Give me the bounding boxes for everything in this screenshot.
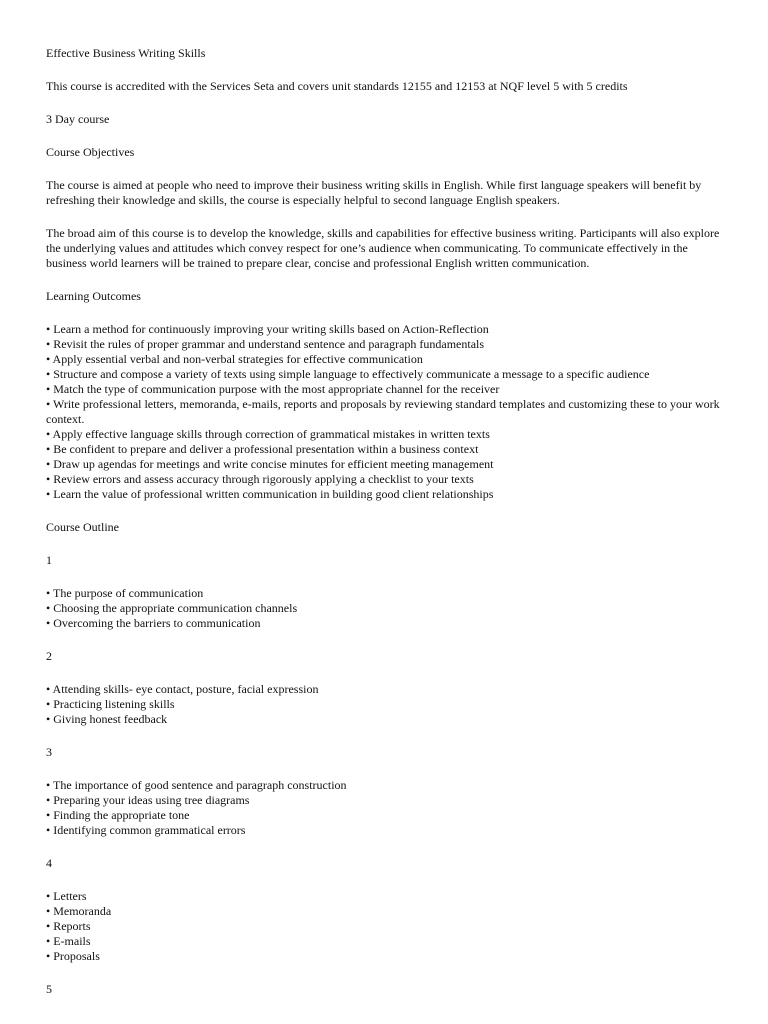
list-item: • Apply effective language skills through correction of grammatical mistakes in written texts	[46, 427, 490, 441]
outline-heading: Course Outline	[46, 520, 119, 534]
list-item: • Write professional letters, memoranda, e-mails, reports and proposals by reviewing standard templates and customizing these to your work context.	[46, 397, 720, 426]
objectives-paragraph-1: The course is aimed at people who need to improve their business writing skills in English. While first language speakers will benefit by refreshing their knowledge and skills, the course is especially helpful to second language English speakers.	[46, 178, 705, 207]
list-item: • Choosing the appropriate communication channels	[46, 601, 298, 615]
list-item: • Overcoming the barriers to communication	[46, 616, 261, 630]
list-item: • Proposals	[46, 949, 100, 963]
list-item: • Apply essential verbal and non-verbal strategies for effective communication	[46, 352, 423, 366]
list-item: • Draw up agendas for meetings and write concise minutes for efficient meeting management	[46, 457, 494, 471]
objectives-heading: Course Objectives	[46, 145, 135, 159]
list-item: • Memoranda	[46, 904, 112, 918]
accreditation-text: This course is accredited with the Services Seta and covers unit standards 12155 and 12153 at NQF level 5 with 5 credits	[46, 79, 628, 93]
section-list	[46, 586, 726, 631]
list-item: • Structure and compose a variety of texts using simple language to effectively communicate a message to a specific audience	[46, 367, 650, 381]
section-list	[46, 778, 726, 838]
list-item: • Finding the appropriate tone	[46, 808, 190, 822]
list-item: • Reports	[46, 919, 91, 933]
document-page	[46, 46, 726, 997]
objectives-paragraph-2: The broad aim of this course is to develop the knowledge, skills and capabilities for effective business writing. Participants will also explore the underlying values and attitudes which convey respect for one’s audience when communicating. To communicate effectively in the business world learners will be trained to prepare clear, concise and professional English written communication.	[46, 226, 723, 270]
outcomes-heading: Learning Outcomes	[46, 289, 141, 303]
list-item: • Preparing your ideas using tree diagrams	[46, 793, 250, 807]
list-item: • Be confident to prepare and deliver a professional presentation within a business context	[46, 442, 479, 456]
section-list	[46, 889, 726, 964]
list-item: • Practicing listening skills	[46, 697, 175, 711]
list-item: • Identifying common grammatical errors	[46, 823, 246, 837]
section-list	[46, 682, 726, 727]
list-item: • The purpose of communication	[46, 586, 204, 600]
list-item: • Letters	[46, 889, 87, 903]
course-duration: 3 Day course	[46, 112, 110, 126]
section-number: 2	[46, 649, 52, 663]
learning-outcomes-list	[46, 322, 726, 502]
list-item: • Learn a method for continuously improving your writing skills based on Action-Reflection	[46, 322, 489, 336]
section-number: 3	[46, 745, 52, 759]
list-item: • The importance of good sentence and paragraph construction	[46, 778, 347, 792]
section-number: 5	[46, 982, 52, 996]
list-item: • Revisit the rules of proper grammar and understand sentence and paragraph fundamentals	[46, 337, 485, 351]
list-item: • E-mails	[46, 934, 91, 948]
list-item: • Giving honest feedback	[46, 712, 168, 726]
section-number: 1	[46, 553, 52, 567]
section-number: 4	[46, 856, 52, 870]
list-item: • Attending skills- eye contact, posture, facial expression	[46, 682, 319, 696]
document-title: Effective Business Writing Skills	[46, 46, 206, 60]
list-item: • Match the type of communication purpose with the most appropriate channel for the receiver	[46, 382, 500, 396]
list-item: • Review errors and assess accuracy through rigorously applying a checklist to your texts	[46, 472, 474, 486]
list-item: • Learn the value of professional written communication in building good client relationships	[46, 487, 494, 501]
